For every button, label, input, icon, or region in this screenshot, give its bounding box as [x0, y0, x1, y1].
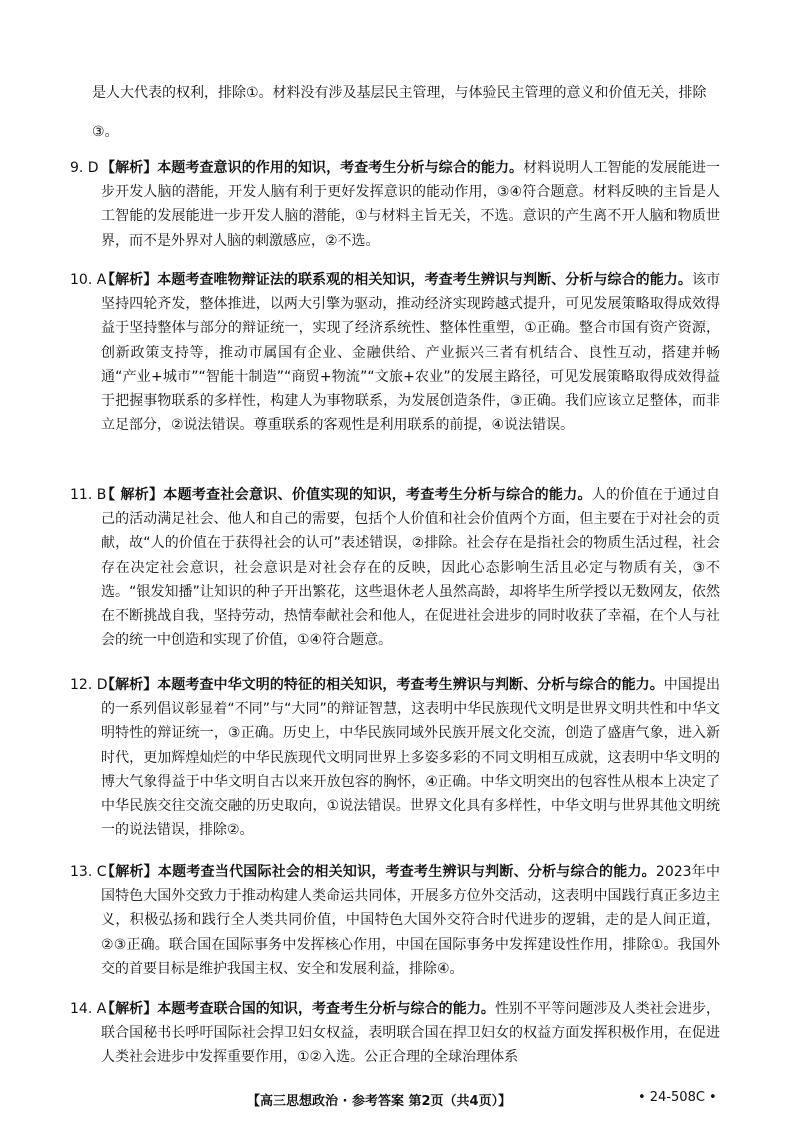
- item-number: 11. B: [70, 487, 107, 503]
- item-heading: 本题考查意识的作用的知识，考查考生分析与综合的能力。: [157, 160, 524, 176]
- item-text: 该市坚持四轮齐发，整体推进，以两大引擎为驱动，推动经济实现跨越式提升，可见发展策略取得成效得益于坚持整体与部分的辩证统一，实现了经济系统性、整体性重塑，①正确。整合市国有资产资源，创新政策支持等，推动市属国有企业、金融供给、产业振兴三者有机结合、良性互动，搭建并畅通“产业+城市”“智能十制造”“商贸+物流”“文旅+农业”的发展主路径，可见发展策略取得成效得益于把握事物联系的多样性，构建人为事物联系，为发展创造条件，③正确。我们应该立足整体，而非立足部分，②说法错误。尊重联系的客观性是利用联系的前提，④说法错误。: [101, 272, 721, 434]
- item-number: 13. C: [70, 864, 107, 880]
- item-number: 9. D: [70, 160, 99, 176]
- answer-item-13: [70, 860, 720, 981]
- item-body: [101, 860, 720, 981]
- item-heading: 本题考查联合国的知识，考查考生分析与综合的能力。: [157, 1001, 495, 1017]
- item-body: [101, 156, 720, 253]
- item-text: 材料说明人工智能的发展能进一步开发人脑的潜能，开发人脑有利于更好发挥意识的能动作用，③④符合题意。材料反映的主旨是人工智能的发展能进一步开发人脑的潜能，①与材料主旨无关，不选。意识的产生离不开人脑和物质世界，而不是外界对人脑的刺激感应，②不选。: [101, 160, 720, 249]
- analysis-tag: 【解析】: [101, 160, 158, 176]
- item-text: 中国提出的一系列倡议彰显着“不同”与“大同”的辩证智慧，这表明中华民族现代文明是世界文明共性和中华文明特性的辩证统一，③正确。历史上，中华民族同域外民族开展文化交流，创造了盛唐气象，进入新时代，更加辉煌灿烂的中华民族现代文明同世界上多姿多彩的不同文明相互成就，这表明中华文明的博大气象得益于中华文明自古以来开放包容的胸怀，④正确。中华文明突出的包容性从根本上决定了中华民族交往交流交融的历史取向，①说法错误。世界文化具有多样性，中华文明与世界其他文明统一的说法错误，排除②。: [101, 677, 721, 839]
- analysis-tag: 【解析】: [101, 272, 158, 288]
- item-heading: 本题考查中华文明的特征的相关知识，考查考生辨识与判断、分析与综合的能力。: [157, 677, 664, 693]
- footer-code: • 24-508C •: [638, 1090, 717, 1105]
- item-text: 人的价值在于通过自己的活动满足社会、他人和自己的需要，包括个人价值和社会价值两个方面，但主要在于对社会的贡献，故“人的价值在于获得社会的认可”表述错误，②排除。社会存在是指社会的物质生活过程，社会存在决定社会意识，社会意识是对社会存在的反映，因此心态影响生活且必定与物质有关，③不选。“银发知播”让知识的种子开出繁花，这些退休老人虽然高龄，却将毕生所学授以无数网友，依然在不断挑战自我，坚持劳动，热情奉献社会和他人，在促进社会进步的同时收获了幸福，在个人与社会的统一中创造和实现了价值，①④符合题意。: [101, 487, 721, 649]
- item-body: [101, 268, 720, 437]
- answer-item-9: [70, 156, 720, 253]
- item-body: [101, 673, 720, 842]
- item-heading: 本题考查社会意识、价值实现的知识，考查考生分析与综合的能力。: [163, 487, 592, 503]
- analysis-tag: 【解析】: [101, 1001, 158, 1017]
- item-heading: 本题考查唯物辩证法的联系观的相关知识，考查考生辨识与判断、分析与综合的能力。: [157, 272, 692, 288]
- item-text: 性别不平等问题涉及人类社会进步，联合国秘书长呼吁国际社会捍卫妇女权益，表明联合国在捍卫妇女的权益方面发挥积极作用，在促进人类社会进步中发挥重要作用，①②入选。公正合理的全球治理体系: [101, 1001, 721, 1066]
- item-number: 10. A: [70, 272, 107, 288]
- answer-item-11: [70, 483, 720, 652]
- item-number: 14. A: [70, 1001, 107, 1017]
- answer-item-12: [70, 673, 720, 842]
- item-heading: 本题考查当代国际社会的相关知识，考查考生辨识与判断、分析与综合的能力。: [157, 864, 656, 880]
- footer-title: 【高三思想政治 · 参考答案 第2页（共4页）】: [247, 1094, 512, 1109]
- item-body: [101, 997, 720, 1070]
- analysis-tag: 【解析】: [101, 677, 158, 693]
- continuation-paragraph: 是人大代表的权利，排除①。材料没有涉及基层民主管理，与体验民主管理的意义和价值无关，排除③。: [92, 85, 707, 140]
- item-number: 12. D: [70, 677, 108, 693]
- answer-item-10: [70, 268, 720, 437]
- item-text: 2023年中国特色大国外交致力于推动构建人类命运共同体，开展多方位外交活动，这表明中国践行真正多边主义，积极弘扬和践行全人类共同价值，中国特色大国外交符合时代进步的逻辑，走的是人间正道，②③正确。联合国在国际事务中发挥核心作用，中国在国际事务中发挥建设性作用，排除①。我国外交的首要目标是维护我国主权、安全和发展利益，排除④。: [101, 864, 721, 977]
- answer-item-14: [70, 997, 720, 1070]
- analysis-tag: 【解析】: [101, 864, 158, 880]
- item-body: [101, 483, 720, 652]
- analysis-tag: 【 解析】: [101, 487, 164, 503]
